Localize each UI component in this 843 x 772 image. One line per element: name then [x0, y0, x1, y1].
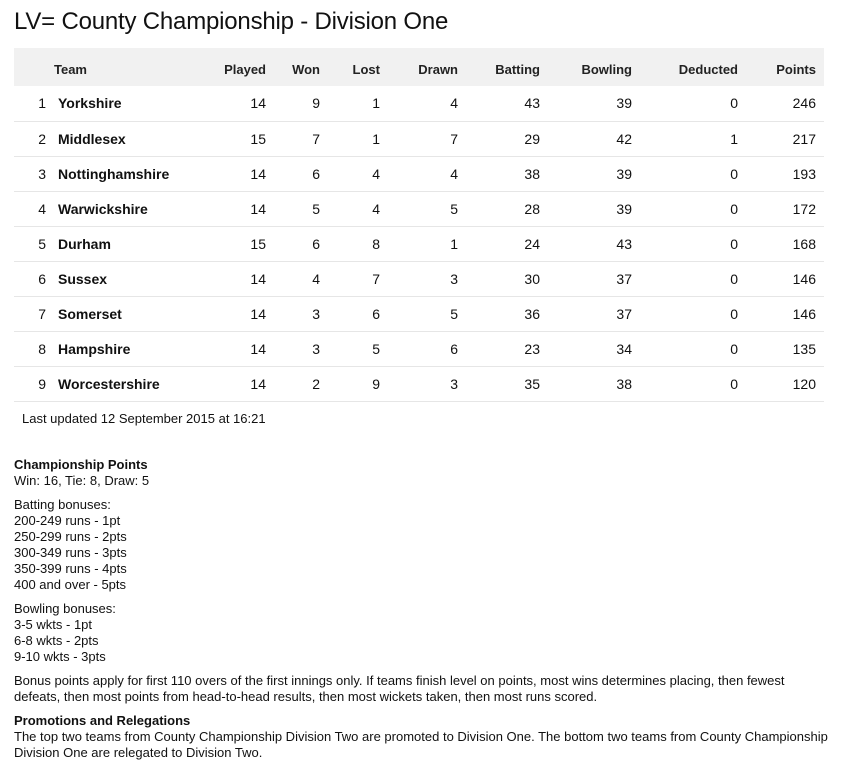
row-won: 6	[312, 235, 320, 252]
row-bowling: 39	[616, 165, 632, 182]
row-position: 3	[38, 165, 46, 182]
row-deducted: 0	[730, 375, 738, 392]
row-drawn: 1	[450, 235, 458, 252]
row-drawn: 3	[450, 270, 458, 287]
row-batting: 29	[524, 130, 540, 147]
last-updated: Last updated 12 September 2015 at 16:21	[22, 410, 266, 426]
header-drawn: Drawn	[418, 62, 458, 77]
promotions-text: The top two teams from County Championship Division Two are promoted to Division One. The bottom two teams from County Championship Division One are relegated to Division Two.	[14, 728, 828, 760]
row-position: 4	[38, 200, 46, 217]
row-bowling: 34	[616, 340, 632, 357]
championship-points-block	[14, 457, 829, 489]
row-team: Somerset	[58, 305, 122, 322]
table-row	[14, 261, 824, 296]
row-played: 14	[250, 340, 266, 357]
row-drawn: 6	[450, 340, 458, 357]
result-points: Win: 16, Tie: 8, Draw: 5	[14, 472, 150, 488]
bowling-bonus-item: 9-10 wkts - 3pts	[14, 648, 106, 664]
promotions-block	[14, 713, 829, 761]
page-title: LV= County Championship - Division One	[14, 8, 449, 35]
row-position: 7	[38, 305, 46, 322]
row-won: 2	[312, 375, 320, 392]
row-won: 3	[312, 340, 320, 357]
row-team: Nottinghamshire	[58, 165, 170, 182]
row-position: 1	[38, 95, 46, 112]
row-won: 6	[312, 165, 320, 182]
row-points: 146	[792, 305, 816, 322]
row-deducted: 0	[730, 165, 738, 182]
row-drawn: 4	[450, 95, 458, 112]
row-drawn: 7	[450, 130, 458, 147]
table-row	[14, 296, 824, 331]
row-bowling: 38	[616, 375, 632, 392]
row-points: 146	[792, 270, 816, 287]
row-drawn: 3	[450, 375, 458, 392]
row-lost: 5	[372, 340, 380, 357]
table-row	[14, 121, 824, 156]
table-row	[14, 226, 824, 261]
row-team: Worcestershire	[58, 375, 160, 392]
row-points: 193	[792, 165, 816, 182]
row-position: 2	[38, 130, 46, 147]
table-row	[14, 366, 824, 401]
header-batting: Batting	[495, 62, 540, 77]
bowling-bonuses-title: Bowling bonuses:	[14, 600, 116, 616]
bowling-bonus-item: 6-8 wkts - 2pts	[14, 632, 99, 648]
row-points: 246	[792, 95, 816, 112]
row-points: 172	[792, 200, 816, 217]
row-lost: 4	[372, 165, 380, 182]
header-team: Team	[54, 62, 87, 77]
row-deducted: 0	[730, 95, 738, 112]
batting-bonus-item: 400 and over - 5pts	[14, 576, 127, 592]
batting-bonus-item: 200-249 runs - 1pt	[14, 512, 121, 528]
header-lost: Lost	[352, 62, 380, 77]
batting-bonus-item: 350-399 runs - 4pts	[14, 560, 127, 576]
notes-section	[14, 457, 829, 761]
batting-bonuses-block	[14, 497, 829, 593]
standings-table	[14, 48, 824, 402]
table-row	[14, 156, 824, 191]
header-won: Won	[292, 62, 320, 77]
header-bowling: Bowling	[581, 62, 632, 77]
row-drawn: 5	[450, 305, 458, 322]
row-bowling: 37	[616, 305, 632, 322]
row-lost: 9	[372, 375, 380, 392]
row-deducted: 0	[730, 270, 738, 287]
row-won: 4	[312, 270, 320, 287]
header-played: Played	[224, 62, 266, 77]
row-won: 9	[312, 95, 320, 112]
standings-body	[14, 86, 824, 401]
batting-bonuses-title: Batting bonuses:	[14, 496, 111, 512]
row-batting: 24	[524, 235, 540, 252]
row-lost: 1	[372, 95, 380, 112]
row-team: Hampshire	[58, 340, 131, 357]
row-played: 14	[250, 165, 266, 182]
row-deducted: 1	[730, 130, 738, 147]
row-drawn: 5	[450, 200, 458, 217]
row-position: 9	[38, 375, 46, 392]
row-team: Durham	[58, 235, 111, 252]
row-lost: 1	[372, 130, 380, 147]
row-batting: 28	[524, 200, 540, 217]
row-bowling: 37	[616, 270, 632, 287]
row-played: 14	[250, 95, 266, 112]
row-position: 6	[38, 270, 46, 287]
row-bowling: 43	[616, 235, 632, 252]
row-position: 5	[38, 235, 46, 252]
row-bowling: 39	[616, 200, 632, 217]
header-points: Points	[776, 62, 816, 77]
standings-table-wrap	[14, 48, 824, 402]
row-won: 3	[312, 305, 320, 322]
row-team: Sussex	[58, 270, 108, 287]
row-deducted: 0	[730, 340, 738, 357]
row-batting: 30	[524, 270, 540, 287]
row-points: 217	[792, 130, 816, 147]
row-points: 168	[792, 235, 816, 252]
table-row	[14, 331, 824, 366]
row-batting: 43	[524, 95, 540, 112]
row-lost: 4	[372, 200, 380, 217]
row-team: Warwickshire	[58, 200, 148, 217]
table-header-row	[14, 48, 824, 86]
row-played: 14	[250, 270, 266, 287]
row-batting: 36	[524, 305, 540, 322]
row-team: Middlesex	[58, 130, 126, 147]
row-played: 15	[250, 130, 266, 147]
row-lost: 7	[372, 270, 380, 287]
table-row	[14, 86, 824, 121]
row-played: 14	[250, 200, 266, 217]
batting-bonus-item: 300-349 runs - 3pts	[14, 544, 127, 560]
row-batting: 38	[524, 165, 540, 182]
row-deducted: 0	[730, 200, 738, 217]
batting-bonus-item: 250-299 runs - 2pts	[14, 528, 127, 544]
row-deducted: 0	[730, 235, 738, 252]
header-deducted: Deducted	[678, 62, 738, 77]
row-bowling: 39	[616, 95, 632, 112]
table-row	[14, 191, 824, 226]
bowling-bonuses-block	[14, 601, 829, 665]
row-won: 5	[312, 200, 320, 217]
row-points: 120	[792, 375, 816, 392]
row-position: 8	[38, 340, 46, 357]
row-won: 7	[312, 130, 320, 147]
championship-points-title: Championship Points	[14, 456, 148, 472]
row-lost: 6	[372, 305, 380, 322]
row-played: 15	[250, 235, 266, 252]
row-deducted: 0	[730, 305, 738, 322]
row-batting: 35	[524, 375, 540, 392]
row-lost: 8	[372, 235, 380, 252]
row-team: Yorkshire	[58, 95, 122, 112]
row-points: 135	[792, 340, 816, 357]
row-played: 14	[250, 375, 266, 392]
row-bowling: 42	[616, 130, 632, 147]
bowling-bonus-item: 3-5 wkts - 1pt	[14, 616, 93, 632]
header-pos	[14, 48, 46, 86]
bonus-note: Bonus points apply for first 110 overs of the first innings only. If teams finish level on points, most wins determines placing, then fewest defeats, then most points from head-to-head results, then most wickets taken, then most runs scored.	[14, 672, 785, 704]
row-batting: 23	[524, 340, 540, 357]
row-played: 14	[250, 305, 266, 322]
promotions-title: Promotions and Relegations	[14, 712, 191, 728]
row-drawn: 4	[450, 165, 458, 182]
